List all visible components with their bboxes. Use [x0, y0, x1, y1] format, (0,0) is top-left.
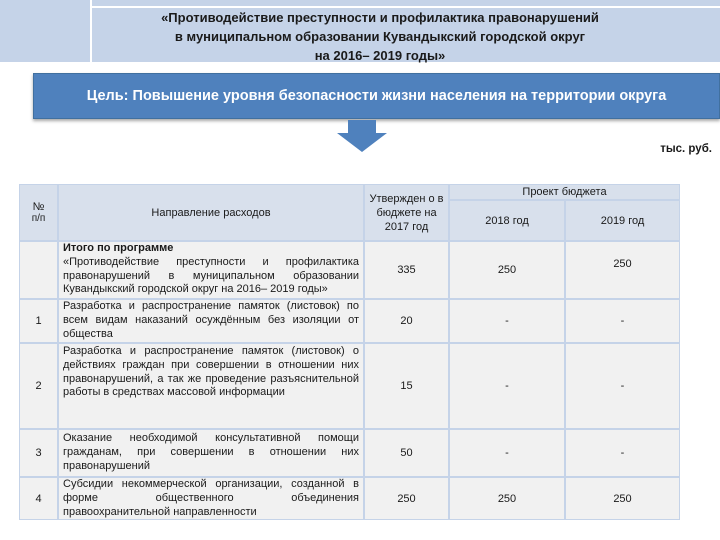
row-1-desc: Разработка и распространение памяток (листовок) по всем видам наказаний осуждённым без изоляции от общества	[59, 300, 363, 342]
header-num-line-2: п/п	[31, 213, 46, 224]
row-3-2018: -	[450, 430, 564, 476]
row-total-2019: 250	[566, 242, 679, 298]
header-left-block	[0, 0, 92, 62]
row-3-num: 3	[20, 430, 57, 476]
header-num	[20, 185, 57, 240]
header-direction: Направление расходов	[59, 185, 363, 240]
row-total-desc	[59, 242, 363, 298]
title-line-1: «Противодействие преступности и профилактика правонарушений	[161, 10, 599, 25]
row-4-2018: 250	[450, 478, 564, 519]
row-1-approved: 20	[365, 300, 448, 342]
row-total-2018: 250	[450, 242, 564, 298]
row-1-num: 1	[20, 300, 57, 342]
row-1-2018: -	[450, 300, 564, 342]
row-total-title: Итого по программе	[63, 242, 174, 254]
row-total-text: «Противодействие преступности и профилактика правонарушений в муниципальном образовании Кувандыкский городской округ на 2016– 2019 годы»	[63, 255, 359, 296]
header-approved: Утвержден о в бюджете на 2017 год	[365, 185, 448, 240]
row-2-2019: -	[566, 344, 679, 428]
row-3-desc: Оказание необходимой консультативной помощи гражданам, при совершении в отношении них правонарушений	[59, 430, 363, 476]
row-2-num: 2	[20, 344, 57, 428]
row-total-num	[20, 242, 57, 298]
row-4-approved: 250	[365, 478, 448, 519]
goal-text: Цель: Повышение уровня безопасности жизни населения на территории округа	[86, 88, 667, 104]
header-num-line-1: №	[32, 201, 45, 213]
row-4-2019: 250	[566, 478, 679, 519]
header-2018: 2018 год	[450, 201, 564, 240]
down-arrow-icon	[337, 120, 387, 152]
header-project: Проект бюджета	[450, 185, 679, 199]
header-band	[0, 0, 720, 62]
row-3-2019: -	[566, 430, 679, 476]
page-title	[100, 8, 660, 65]
row-2-desc: Разработка и распространение памяток (листовок) о действиях граждан при совершении в отношении них правонарушений, а так же проведение разъяснительной работы в средствах массовой информации	[59, 344, 363, 428]
row-3-approved: 50	[365, 430, 448, 476]
header-2019: 2019 год	[566, 201, 679, 240]
budget-table	[19, 184, 680, 520]
row-4-num: 4	[20, 478, 57, 519]
title-line-2: в муниципальном образовании Кувандыкский городской округ	[174, 29, 586, 44]
row-total-approved: 335	[365, 242, 448, 298]
unit-label: тыс. руб.	[660, 143, 712, 155]
row-2-2018: -	[450, 344, 564, 428]
goal-banner	[33, 73, 720, 119]
row-1-2019: -	[566, 300, 679, 342]
row-2-approved: 15	[365, 344, 448, 428]
title-line-3: на 2016– 2019 годы»	[314, 48, 446, 63]
row-4-desc: Субсидии некоммерческой организации, созданной в форме общественного объединения правоохранительной направленности	[59, 478, 363, 519]
